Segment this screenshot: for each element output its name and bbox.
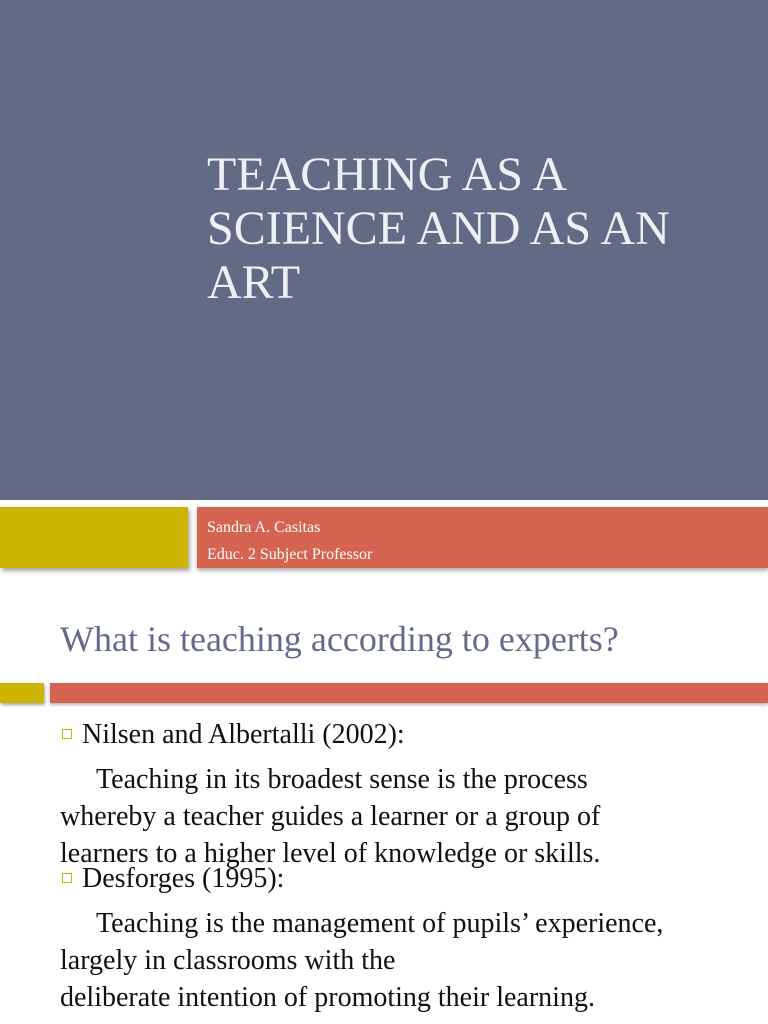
definition-line: whereby a teacher guides a learner or a group of xyxy=(60,801,601,832)
presenter-name: Sandra A. Casitas xyxy=(207,519,321,536)
content-slide xyxy=(0,580,768,1024)
square-bullet-icon xyxy=(62,729,72,739)
definition-line: Teaching is the management of pupils’ experience, xyxy=(96,908,664,939)
slide-heading: What is teaching according to experts? xyxy=(60,619,619,659)
definition-line: largely in classrooms with the xyxy=(60,945,396,976)
definition-text xyxy=(60,905,750,1016)
square-bullet-icon xyxy=(62,873,72,883)
presenter-role: Educ. 2 Subject Professor xyxy=(207,546,373,563)
accent-block-olive xyxy=(0,507,188,568)
definition-line: deliberate intention of promoting their learning. xyxy=(60,982,595,1013)
subtitle xyxy=(207,514,372,568)
list-item xyxy=(62,715,405,755)
definition-text xyxy=(60,761,750,872)
divider-bar-olive xyxy=(0,683,44,703)
list-item xyxy=(62,859,284,899)
slide-title: TEACHING AS A SCIENCE AND AS AN ART xyxy=(207,148,670,309)
definition-line: learners to a higher level of knowledge or skills. xyxy=(60,838,601,869)
definition-line: Teaching in its broadest sense is the process xyxy=(96,764,588,795)
source-label: Nilsen and Albertalli (2002): xyxy=(82,719,405,750)
source-label: Desforges (1995): xyxy=(82,863,285,894)
divider-bar-orange xyxy=(50,683,768,703)
